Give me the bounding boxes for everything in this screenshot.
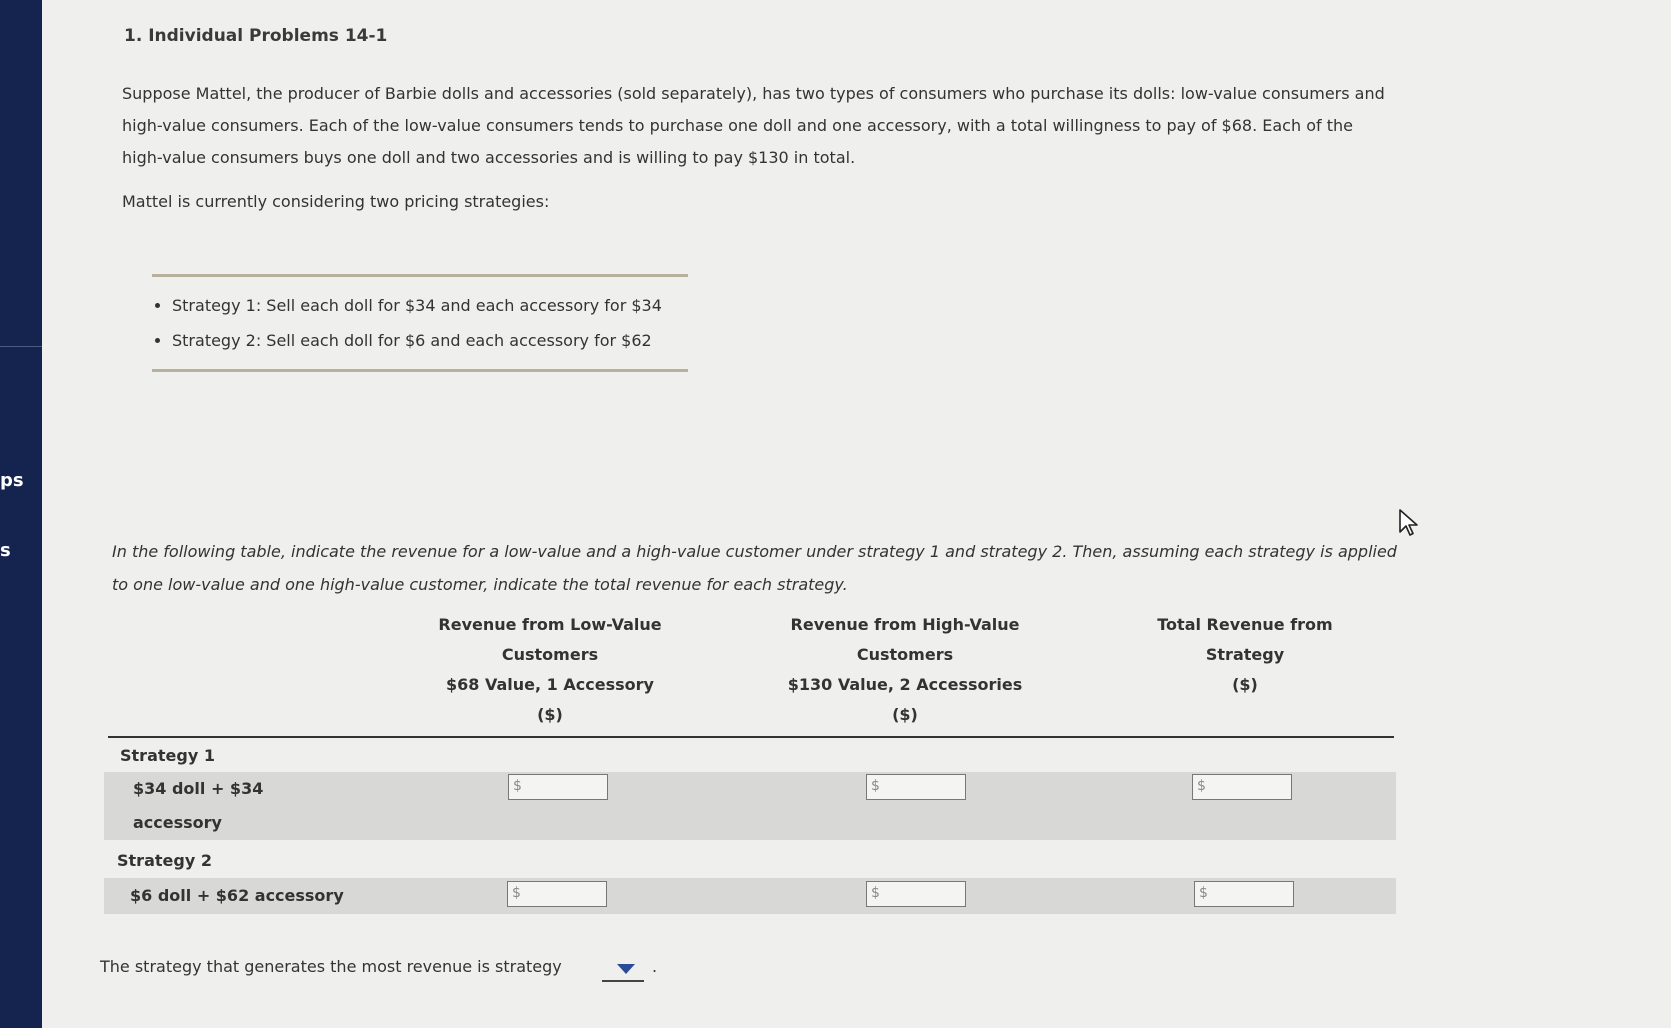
strategy-dropdown[interactable] <box>602 958 644 982</box>
sidebar-text-fragment[interactable]: ps <box>0 470 24 491</box>
strategy-list-box <box>152 274 688 372</box>
dollar-prefix: $ <box>871 778 880 794</box>
table-instruction: In the following table, indicate the revenue for a low-value and a high-value customer under strategy 1 and strategy 2. Then, assuming each strategy is applied to one low-value and one high-value customer, indicate the total revenue for each strategy. <box>112 542 1397 594</box>
header-line: ($) <box>1232 675 1258 694</box>
strategy-1-high-value-input[interactable] <box>866 774 966 800</box>
problem-title: 1. Individual Problems 14-1 <box>124 26 388 46</box>
column-header-total <box>1120 610 1370 700</box>
divider <box>152 274 688 277</box>
problem-intro: Suppose Mattel, the producer of Barbie dolls and accessories (sold separately), has two types of consumers who purchase its dolls: low-value consumers and high-value consumers. Each of the low-value consumers tends to purchase one doll and one accessory, with a total willingness to pay of $68. Each of the high-value consumers buys one doll and two accessories and is willing to pay $130 in total. <box>122 84 1385 167</box>
header-line: Customers <box>856 645 954 664</box>
dollar-prefix: $ <box>513 778 522 794</box>
header-line: $130 Value, 2 Accessories <box>787 675 1023 694</box>
row-label-line: accessory <box>133 813 222 832</box>
header-line: $68 Value, 1 Accessory <box>446 675 654 694</box>
sidebar-text-fragment[interactable]: s <box>0 540 11 561</box>
chevron-down-icon[interactable] <box>617 964 635 974</box>
mouse-cursor-icon <box>1398 508 1420 538</box>
dollar-prefix: $ <box>1197 778 1206 794</box>
answer-suffix: . <box>652 957 658 976</box>
strategies-intro: Mattel is currently considering two pricing strategies: <box>122 192 550 211</box>
column-header-high-value <box>770 610 1040 730</box>
row-label-strategy-1 <box>133 772 263 840</box>
header-line: ($) <box>892 705 918 724</box>
row-label-strategy-2: $6 doll + $62 accessory <box>130 886 344 905</box>
strategy-item: • Strategy 1: Sell each doll for $34 and each accessory for $34 <box>172 288 662 323</box>
header-line: Revenue from High-Value <box>790 615 1020 634</box>
dollar-prefix: $ <box>512 885 521 901</box>
header-line: Customers <box>501 645 599 664</box>
divider <box>152 369 688 372</box>
strategy-2-high-value-input[interactable] <box>866 881 966 907</box>
row-group-strategy-1: Strategy 1 <box>120 746 215 765</box>
strategy-1-total-input[interactable] <box>1192 774 1292 800</box>
strategy-2-low-value-input[interactable] <box>507 881 607 907</box>
row-label-line: $34 doll + $34 <box>133 779 264 798</box>
header-line: Total Revenue from <box>1157 615 1333 634</box>
table-header-rule <box>108 736 1394 738</box>
row-group-strategy-2: Strategy 2 <box>117 851 212 870</box>
dollar-prefix: $ <box>871 885 880 901</box>
strategy-item: • Strategy 2: Sell each doll for $6 and each accessory for $62 <box>172 323 662 358</box>
column-header-low-value <box>420 610 680 730</box>
header-line: Strategy <box>1205 645 1285 664</box>
strategy-list <box>152 288 662 358</box>
header-line: Revenue from Low-Value <box>438 615 662 634</box>
strategy-1-low-value-input[interactable] <box>508 774 608 800</box>
answer-prompt: The strategy that generates the most revenue is strategy <box>100 957 562 976</box>
strategy-2-total-input[interactable] <box>1194 881 1294 907</box>
dollar-prefix: $ <box>1199 885 1208 901</box>
header-line: ($) <box>537 705 563 724</box>
